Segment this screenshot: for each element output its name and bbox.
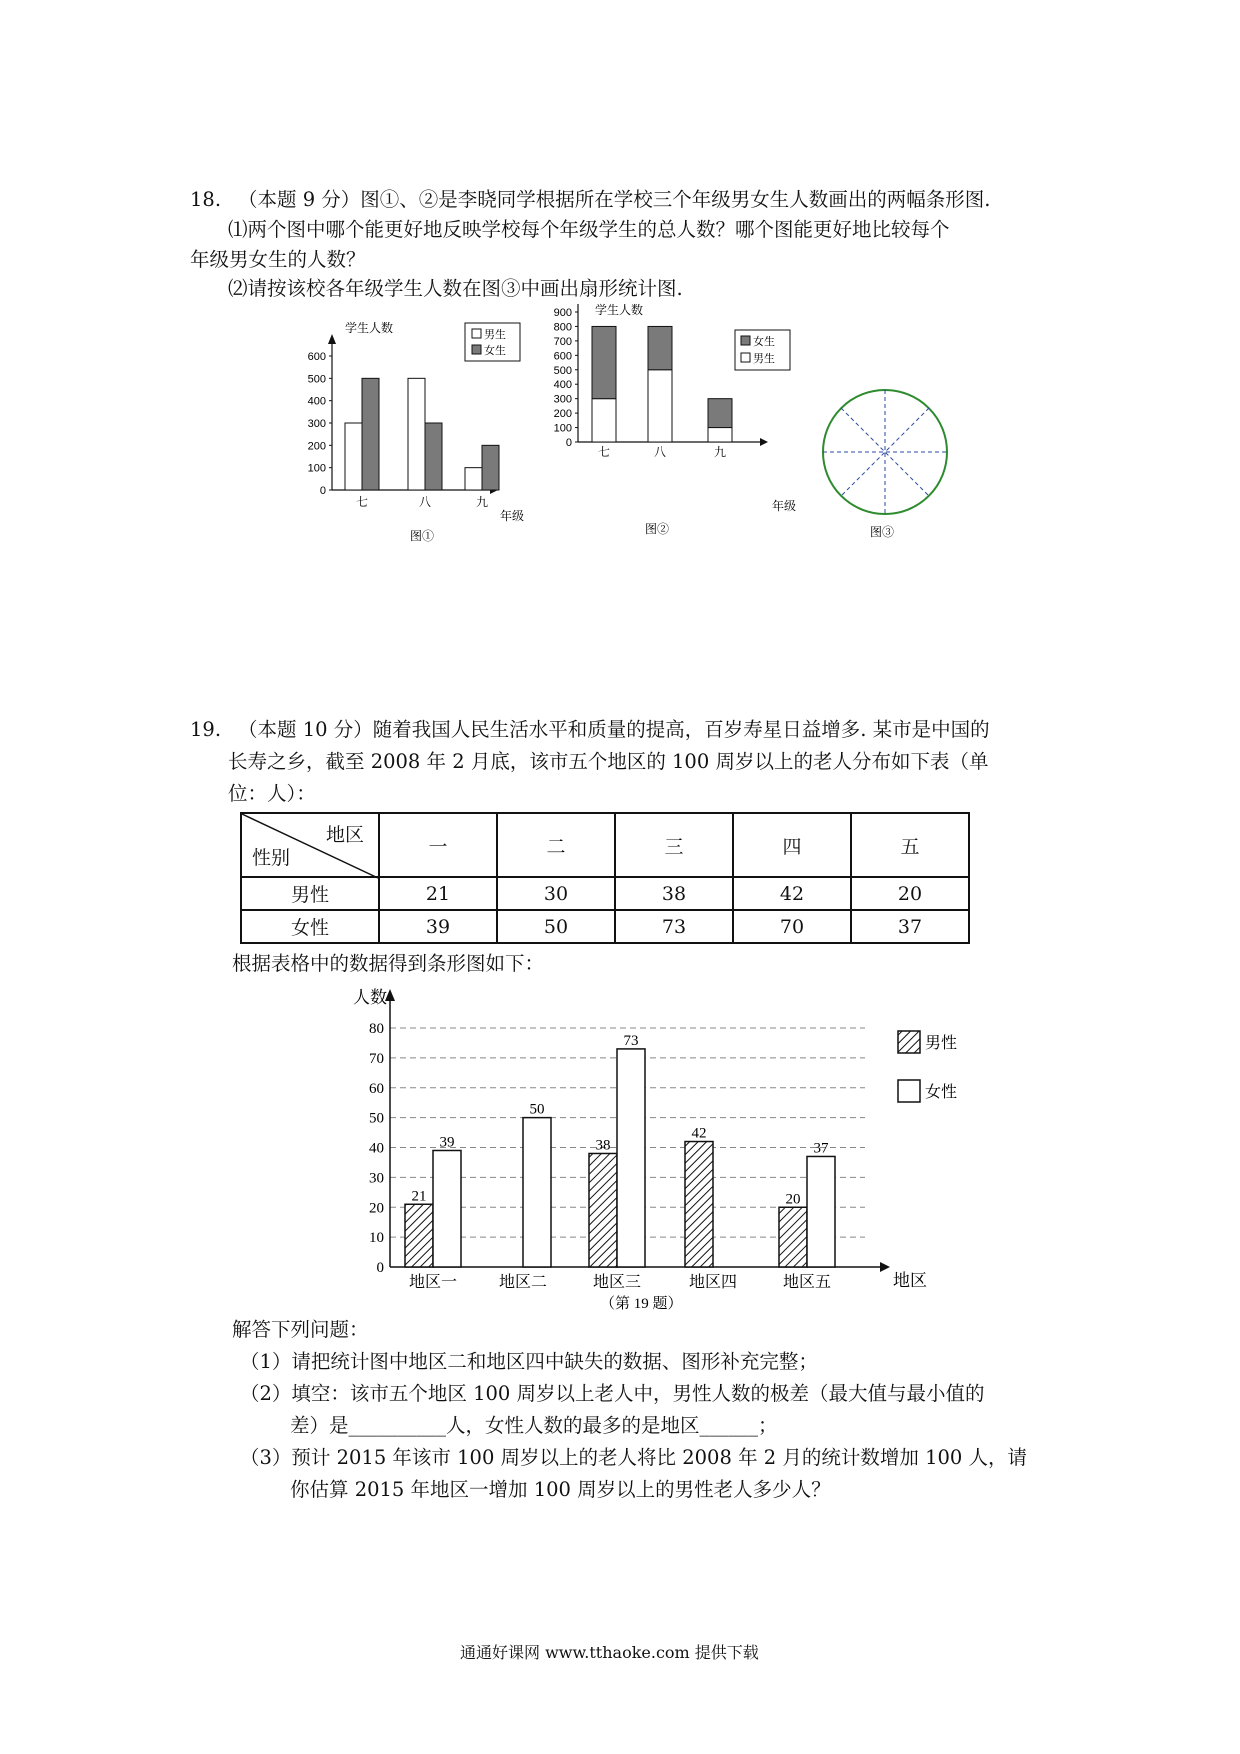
q19-x-axis-arrow (880, 1262, 890, 1272)
q19-bar-female (807, 1156, 835, 1267)
table-col-4: 四 (733, 813, 851, 877)
figure2-ytick-label: 600 (553, 350, 572, 363)
table-cell: 42 (733, 877, 851, 910)
table-header-region: 地区 (325, 824, 364, 846)
figure2-legend-male: 男生 (753, 353, 775, 365)
page-footer: 通通好课网 www.tthaoke.com 提供下载 (460, 1643, 759, 1662)
q18-line4: ⑵请按该校各年级学生人数在图③中画出扇形统计图. (228, 277, 683, 300)
q19-data-label-male: 21 (411, 1188, 427, 1205)
q18-line1: （本题 9 分）图①、②是李晓同学根据所在学校三个年级男女生人数画出的两幅条形图. (238, 188, 991, 211)
figure1-xtick-label: 八 (418, 495, 432, 509)
q19-data-label-male: 38 (595, 1137, 611, 1154)
q19-data-label-male: 20 (785, 1191, 801, 1208)
q19-ytick-label: 70 (369, 1050, 384, 1067)
figure1-bar (408, 378, 425, 490)
q19-ytick-label: 60 (369, 1080, 384, 1097)
table-col-2: 二 (497, 813, 615, 877)
figure1-bar (465, 468, 482, 490)
figure2-legend-female: 女生 (753, 336, 775, 348)
q19-chart-intro: 根据表格中的数据得到条形图如下： (232, 952, 545, 975)
q19-ytick-label: 20 (369, 1200, 384, 1217)
table-cell: 73 (615, 910, 733, 943)
figure2-caption: 图② (645, 522, 670, 536)
figure1-xtick-label: 九 (475, 495, 489, 509)
table-col-5: 五 (851, 813, 969, 877)
figure1-legend-male: 男生 (484, 329, 506, 341)
table-row-label-female: 女性 (241, 910, 379, 943)
table-cell: 20 (851, 877, 969, 910)
q18-line2: ⑴两个图中哪个能更好地反映学校每个年级学生的总人数？哪个图能更好地比较每个 (228, 218, 950, 241)
q19-ytick-label: 80 (369, 1021, 384, 1037)
figure2-legend-female-swatch (741, 336, 750, 345)
legend-female-swatch (898, 1080, 920, 1102)
figure2-ytick-label: 500 (553, 364, 572, 377)
q19-answer-intro: 解答下列问题： (232, 1318, 369, 1341)
figure1-ytick-label: 200 (307, 440, 326, 453)
legend-male-label: 男性 (925, 1035, 958, 1052)
figure1-ytick-label: 400 (307, 395, 326, 408)
figure2-xlabel: 年级 (772, 499, 797, 513)
figure2-x-axis-arrow (760, 438, 768, 446)
q19-chart-ylabel: 人数 (353, 988, 387, 1007)
q19-line1: （本题 10 分）随着我国人民生活水平和质量的提高，百岁寿星日益增多. 某市是中国的 (238, 718, 990, 741)
figure2-ytick-label: 900 (553, 307, 572, 319)
q19-ytick-label: 50 (369, 1110, 384, 1127)
q19-sub3a: （3）预计 2015 年该市 100 周岁以上的老人将比 2008 年 2 月的统计数增加 100 人，请 (240, 1446, 1027, 1469)
figure1-caption: 图① (410, 529, 435, 543)
q19-bar-female (433, 1150, 461, 1267)
q19-chart-caption: （第 19 题） (600, 1296, 683, 1312)
figure2-xtick-label: 七 (597, 445, 611, 459)
figure2-bar-segment (648, 326, 672, 369)
figure2-stacked-bar-chart (540, 300, 810, 545)
figure2-ytick-label: 200 (553, 408, 572, 421)
q19-bar-male (405, 1204, 433, 1267)
q19-chart-xlabel: 地区 (893, 1271, 927, 1290)
q19-line3: 位：人）： (228, 782, 316, 805)
figure2-bar-segment (648, 370, 672, 442)
figure1-xtick-label: 七 (355, 495, 369, 509)
figure1-legend-female: 女生 (484, 345, 506, 357)
figure2-bar-segment (592, 399, 616, 442)
q19-ytick-label: 40 (369, 1140, 384, 1157)
figure2-ytick-label: 800 (553, 321, 572, 334)
table-col-1: 一 (379, 813, 497, 877)
q19-sub2a: （2）填空：该市五个地区 100 周岁以上老人中，男性人数的极差（最大值与最小值的 (240, 1382, 985, 1405)
q19-bar-male (779, 1207, 807, 1267)
q19-bar-male (685, 1142, 713, 1267)
figure2-bar-segment (708, 428, 732, 442)
legend-male-swatch (898, 1031, 920, 1053)
q19-xtick-label: 地区一 (408, 1274, 458, 1291)
q19-sub3b: 你估算 2015 年地区一增加 100 周岁以上的男性老人多少人？ (290, 1478, 831, 1501)
figure1-y-axis-arrow (328, 334, 336, 344)
q19-line2: 长寿之乡，截至 2008 年 2 月底，该市五个地区的 100 周岁以上的老人分布如下表（单 (228, 750, 989, 773)
figure2-bar-segment (592, 326, 616, 398)
figure1-ytick-label: 100 (307, 462, 326, 475)
q19-xtick-label: 地区二 (498, 1274, 548, 1291)
figure1-legend-male-swatch (472, 329, 481, 338)
q19-bar-female (523, 1118, 551, 1267)
legend-female-label: 女性 (925, 1084, 958, 1101)
figure2-plot (554, 304, 768, 459)
figure1-ytick-label: 500 (307, 373, 326, 386)
figure1-xlabel: 年级 (500, 509, 525, 523)
figure2-ytick-label: 700 (553, 335, 572, 348)
table-cell: 21 (379, 877, 497, 910)
figure1-bar (482, 445, 499, 490)
figure2-xtick-label: 八 (653, 445, 667, 459)
table-row-label-male: 男性 (241, 877, 379, 910)
q19-ytick-label: 10 (369, 1230, 384, 1247)
q19-data-label-female: 50 (529, 1101, 545, 1118)
figure2-ytick-label: 300 (553, 393, 572, 406)
figure2-ytick-label: 0 (565, 437, 572, 449)
q19-data-label-male: 42 (691, 1125, 707, 1142)
table-cell: 50 (497, 910, 615, 943)
figure1-bar-chart (290, 310, 540, 545)
figure1-ytick-label: 0 (319, 485, 326, 497)
figure1-bar (345, 423, 362, 490)
q19-ytick-label: 30 (369, 1170, 384, 1187)
q19-bar-female (617, 1049, 645, 1267)
q19-sub2b: 差）是__________人，女性人数的最多的是地区______； (290, 1414, 778, 1437)
table-cell: 38 (615, 877, 733, 910)
table-cell: 70 (733, 910, 851, 943)
q19-data-label-female: 39 (439, 1134, 455, 1151)
table-corner-cell (241, 813, 379, 877)
q19-bar-male (589, 1153, 617, 1267)
figure2-ytick-label: 100 (553, 422, 572, 435)
q19-data-label-female: 73 (623, 1032, 639, 1049)
figure3-caption: 图③ (870, 525, 895, 539)
table-cell: 37 (851, 910, 969, 943)
figure3-empty-pie (810, 380, 960, 545)
table-cell: 30 (497, 877, 615, 910)
figure1-bar (362, 378, 379, 490)
figure1-ytick-label: 300 (307, 418, 326, 430)
figure2-xtick-label: 九 (713, 445, 727, 459)
q19-xtick-label: 地区五 (782, 1274, 832, 1291)
figure1-legend-female-swatch (472, 345, 481, 354)
figure1-bar (425, 423, 442, 490)
figure2-ylabel: 学生人数 (595, 303, 644, 317)
table-header-gender: 性别 (252, 847, 291, 869)
q19-xtick-label: 地区三 (592, 1274, 642, 1291)
figure1-ytick-label: 600 (307, 351, 326, 363)
q18-number: 18. (190, 188, 222, 211)
q18-line3: 年级男女生的人数？ (190, 248, 366, 271)
q19-xtick-label: 地区四 (688, 1274, 738, 1291)
q19-plot (369, 989, 890, 1291)
q19-sub1: （1）请把统计图中地区二和地区四中缺失的数据、图形补充完整； (240, 1350, 818, 1373)
figure2-bar-segment (708, 399, 732, 428)
elderly-distribution-table (240, 812, 970, 944)
q19-number: 19. (190, 718, 222, 741)
q19-ytick-label: 0 (376, 1260, 384, 1276)
figure2-legend-male-swatch (741, 353, 750, 362)
table-col-3: 三 (615, 813, 733, 877)
q19-bar-chart (345, 985, 958, 1315)
figure1-ylabel: 学生人数 (345, 321, 394, 335)
table-cell: 39 (379, 910, 497, 943)
q19-data-label-female: 37 (813, 1140, 829, 1157)
figure2-ytick-label: 400 (553, 379, 572, 392)
